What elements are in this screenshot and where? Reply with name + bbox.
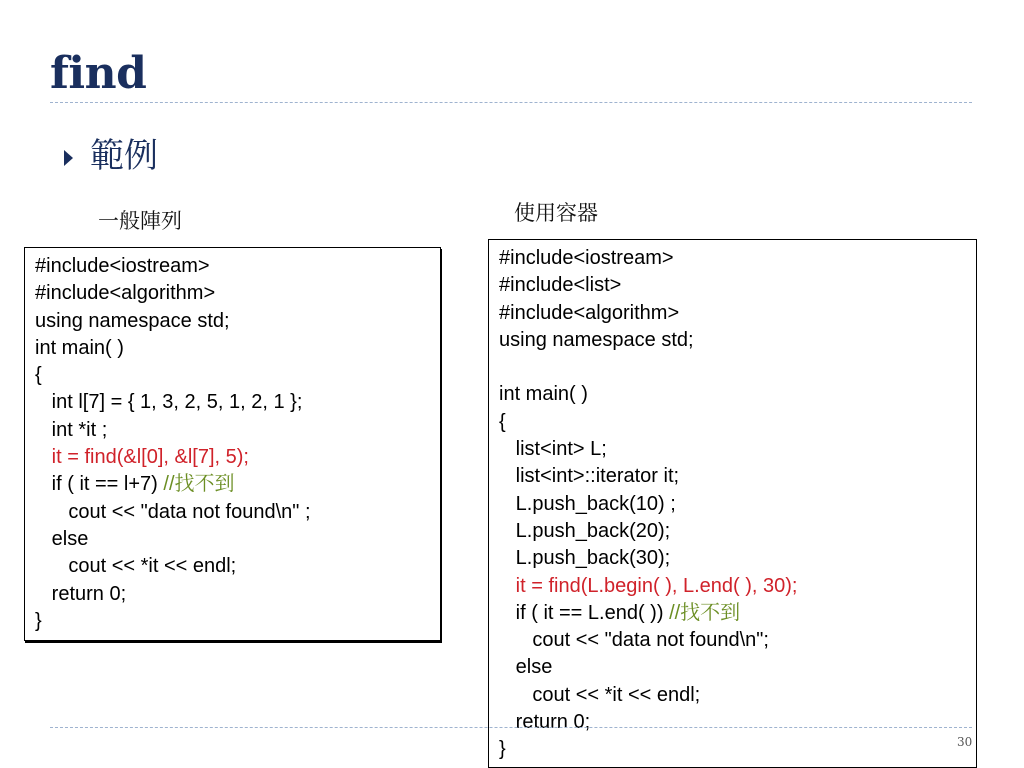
code-line [499,381,976,408]
code-text: int main( ) [35,336,124,359]
footer-divider [50,727,972,728]
code-text: #include<list> [499,274,622,297]
code-line [499,300,976,327]
code-line [35,389,440,416]
page-number: 30 [957,735,973,749]
code-line [499,354,976,381]
code-text: cout << *it << endl; [35,555,237,578]
code-line [35,308,440,335]
right-caption: 使用容器 [514,201,598,225]
code-text: list<int> L; [499,438,607,461]
left-caption: 一般陣列 [98,209,182,233]
code-line [35,417,440,444]
code-text: if ( it == L.end( )) [499,601,670,624]
code-line [499,545,976,572]
code-comment: //找不到 [163,473,235,496]
code-line [499,736,976,763]
code-text: L.push_back(20); [499,519,671,542]
code-text: if ( it == l+7) [35,473,164,496]
code-text: int *it ; [35,418,108,441]
code-line [499,682,976,709]
code-line [35,280,440,307]
code-text: int main( ) [499,383,588,406]
code-line [35,553,440,580]
code-text: cout << *it << endl; [499,683,701,706]
bullet-arrow-icon [64,150,73,166]
code-text: using namespace std; [35,309,230,332]
title-divider [50,102,972,103]
code-text: cout << "data not found\n"; [499,629,769,652]
code-text: #include<algorithm> [499,301,680,324]
code-line [35,471,440,498]
code-line [499,654,976,681]
code-text: L.push_back(10) ; [499,492,676,515]
code-text: #include<iostream> [35,255,210,277]
code-line [499,518,976,545]
code-comment: //找不到 [669,601,741,624]
code-text: L.push_back(30); [499,547,671,570]
code-line [499,709,976,736]
code-text: else [499,656,553,679]
code-text: int l[7] = { 1, 3, 2, 5, 1, 2, 1 }; [35,391,303,414]
code-line [499,272,976,299]
container-code-box [488,239,977,768]
code-text: list<int>::iterator it; [499,465,680,488]
code-text: #include<iostream> [499,247,674,269]
code-line [35,335,440,362]
code-line [499,245,976,272]
code-line [35,608,440,635]
code-line [35,253,440,280]
code-line [499,627,976,654]
code-line [499,327,976,354]
code-text: return 0; [35,582,127,605]
code-text: else [35,527,89,550]
code-text: { [499,410,506,433]
code-line [499,573,976,600]
code-line [35,444,440,471]
code-text: } [35,609,42,632]
bullet-text: 範例 [90,136,158,176]
code-line [499,436,976,463]
code-line [35,362,440,389]
array-code-box [24,247,441,641]
slide-title: find [50,48,147,99]
code-line [35,526,440,553]
code-text: it = find(L.begin( ), L.end( ), 30); [499,574,798,597]
code-line [35,581,440,608]
code-text: cout << "data not found\n" ; [35,500,311,523]
code-line [499,409,976,436]
code-text: it = find(&l[0], &l[7], 5); [35,446,249,469]
code-text: { [35,364,42,387]
code-line [499,463,976,490]
code-line [499,600,976,627]
code-text: using namespace std; [499,328,694,351]
code-text: } [499,738,506,761]
code-line [35,499,440,526]
code-text: return 0; [499,711,591,734]
code-line [499,491,976,518]
code-text: #include<algorithm> [35,282,216,305]
